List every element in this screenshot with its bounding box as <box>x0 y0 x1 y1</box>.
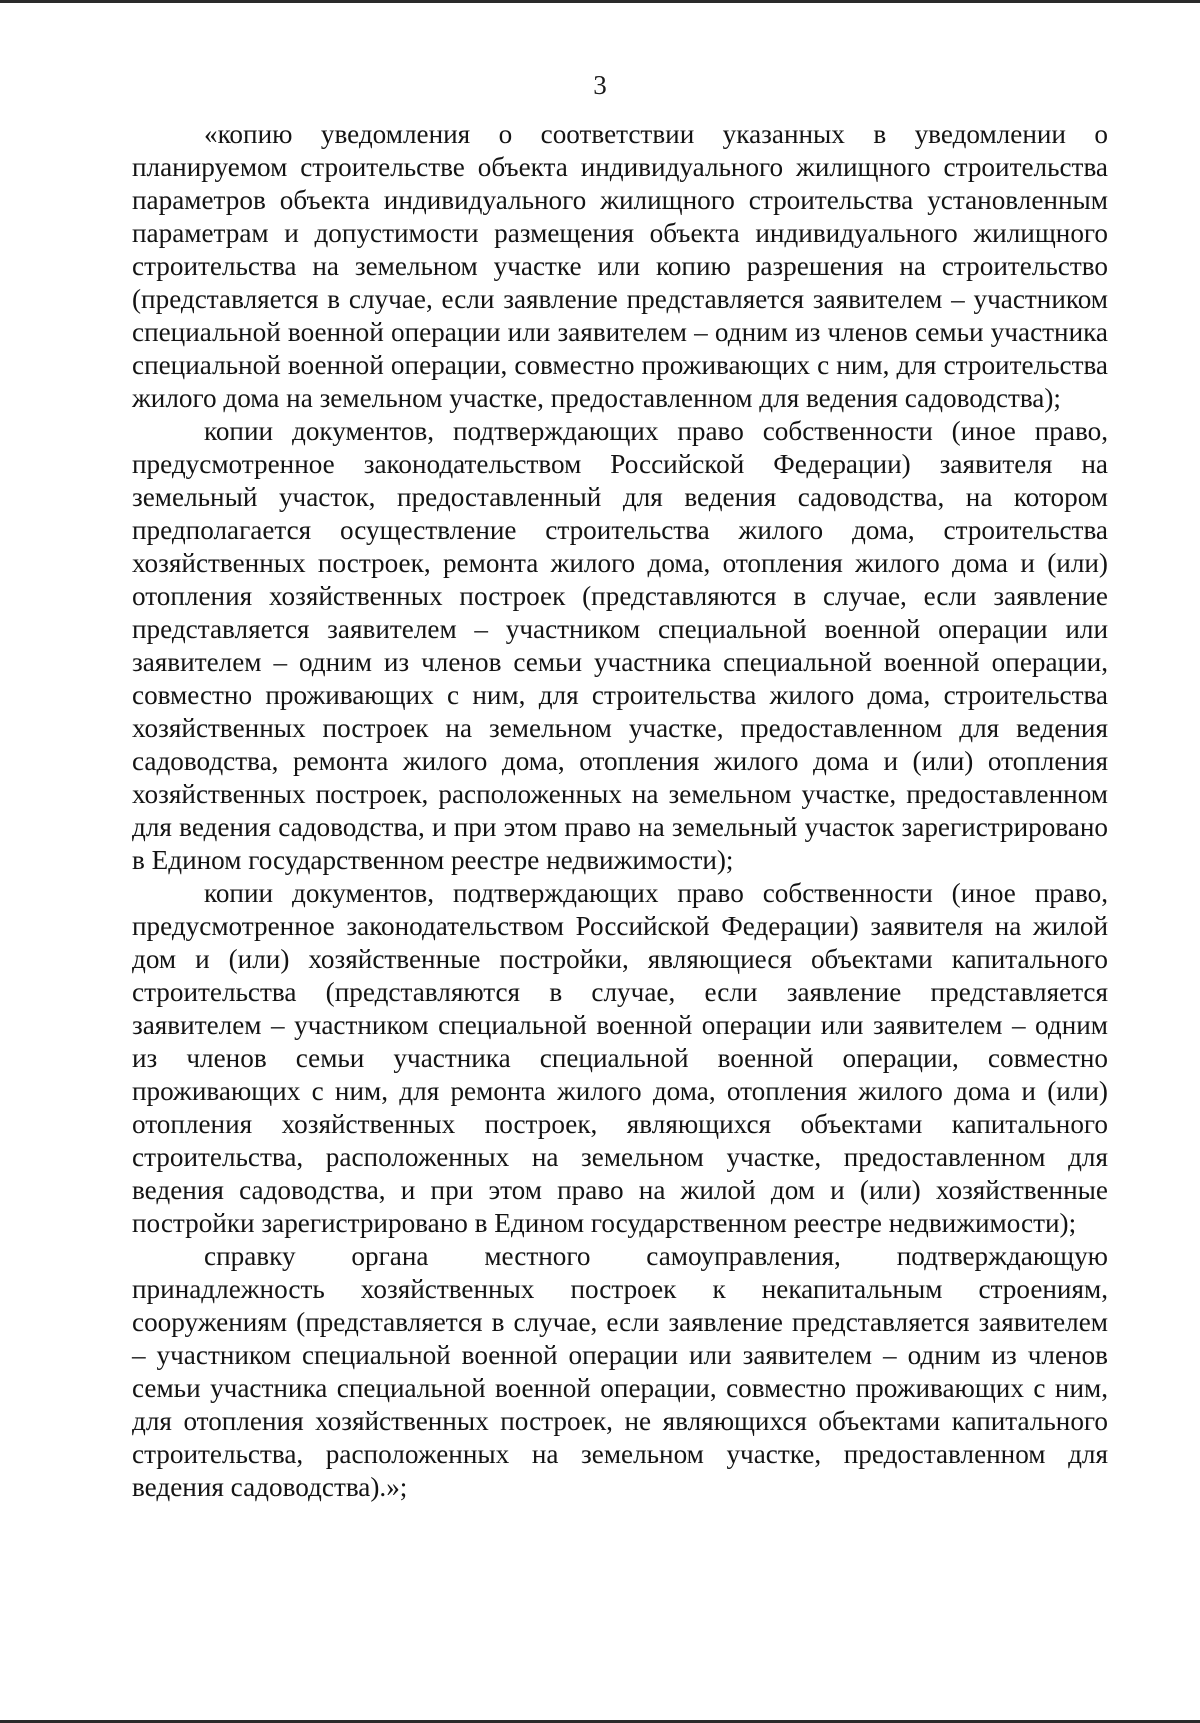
document-body <box>132 118 1108 1504</box>
scan-top-edge <box>0 0 1200 3</box>
paragraph-notice-copy: «копию уведомления о соответствии указанных в уведомлении о планируемом строительстве объекта индивидуального жилищного строительства параметров объекта индивидуального жилищного строительства установленным параметрам и допустимости размещения объекта индивидуального жилищного строительства на земельном участке или копию разрешения на строительство (представляется в случае, если заявление представляется заявителем – участником специальной военной операции или заявителем – одним из членов семьи участника специальной военной операции, совместно проживающих с ним, для строительства жилого дома на земельном участке, предоставленном для ведения садоводства); <box>132 119 1108 413</box>
page-number: 3 <box>593 70 607 100</box>
paragraph-local-authority-certificate: справку органа местного самоуправления, подтверждающую принадлежность хозяйственных построек к некапитальным строениям, сооружениям (представляется в случае, если заявление представляется заявителем – участником специальной военной операции или заявителем – одним из членов семьи участника специальной военной операции, совместно проживающих с ним, для отопления хозяйственных построек, не являющихся объектами капитального строительства, расположенных на земельном участке, предоставленном для ведения садоводства).»; <box>132 1241 1108 1502</box>
paragraph-land-ownership-documents: копии документов, подтверждающих право собственности (иное право, предусмотренное законодательством Российской Федерации) заявителя на земельный участок, предоставленный для ведения садоводства, на котором предполагается осуществление строительства жилого дома, строительства хозяйственных построек, ремонта жилого дома, отопления жилого дома и (или) отопления хозяйственных построек (представляются в случае, если заявление представляется заявителем – участником специальной военной операции или заявителем – одним из членов семьи участника специальной военной операции, совместно проживающих с ним, для строительства жилого дома, строительства хозяйственных построек на земельном участке, предоставленном для ведения садоводства, ремонта жилого дома, отопления жилого дома и (или) отопления хозяйственных построек, расположенных на земельном участке, предоставленном для ведения садоводства, и при этом право на земельный участок зарегистрировано в Едином государственном реестре недвижимости); <box>132 416 1108 875</box>
paragraph-house-ownership-documents: копии документов, подтверждающих право собственности (иное право, предусмотренное законодательством Российской Федерации) заявителя на жилой дом и (или) хозяйственные постройки, являющиеся объектами капитального строительства (представляются в случае, если заявление представляется заявителем – участником специальной военной операции или заявителем – одним из членов семьи участника специальной военной операции, совместно проживающих с ним, для ремонта жилого дома, отопления жилого дома и (или) отопления хозяйственных построек, являющихся объектами капитального строительства, расположенных на земельном участке, предоставленном для ведения садоводства, и при этом право на жилой дом и (или) хозяйственные постройки зарегистрировано в Едином государственном реестре недвижимости); <box>132 878 1108 1238</box>
